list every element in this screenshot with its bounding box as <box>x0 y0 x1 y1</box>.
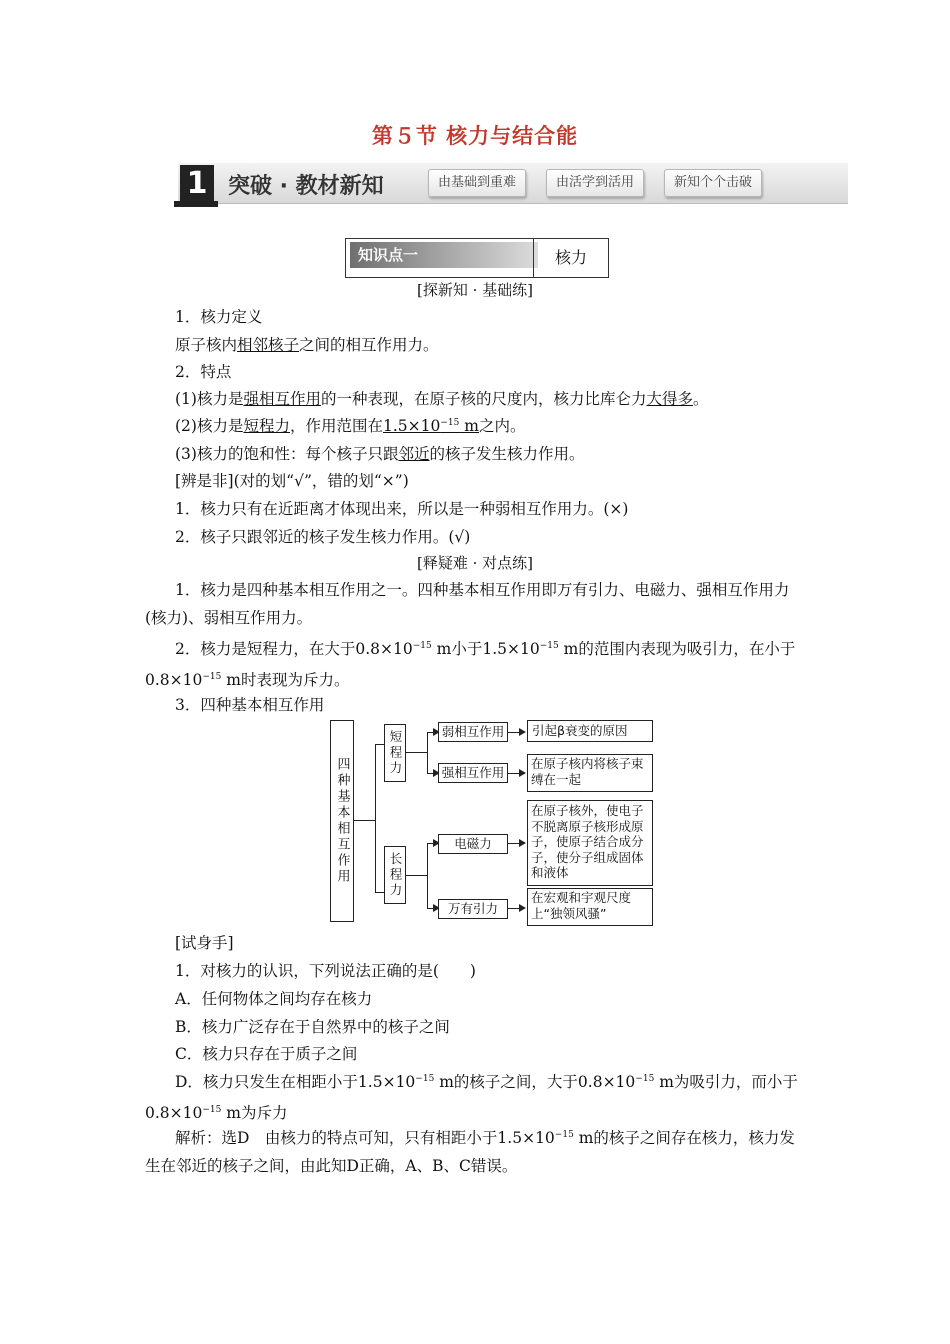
diagram-strong: 强相互作用 <box>438 763 508 783</box>
knowledge-point-label: 知识点一 <box>350 242 538 268</box>
section-number-badge: 1 <box>180 165 214 203</box>
option-a: A．任何物体之间均存在核力 <box>175 990 373 1008</box>
section-header-explain: [释疑难 · 对点练] <box>416 554 533 572</box>
explain-paragraph-2: 2．核力是短程力，在大于$0.8\times 10^{-15}$ m小于$1.5\times 10^{-15}$ m的范围内表现为吸引力，在小于$0.8\times 10^{-15}$ m时表现为斥力。 <box>145 640 796 690</box>
diagram-weak-desc: 引起β衰变的原因 <box>527 720 653 742</box>
knowledge-point-topic: 核力 <box>554 248 587 267</box>
option-d: D．核力只发生在相距小于$1.5\times 10^{-15}$ m的核子之间，大于$0.8\times 10^{-15}$ m为吸引力，而小于$0.8\times 10^{-15}$ m为斥力 <box>145 1073 798 1123</box>
diagram-long-range: 长程力 <box>384 846 406 904</box>
banner-title: 突破 · 教材新知 <box>228 174 384 199</box>
definition-text: 原子核内相邻核子之间的相互作用力。 <box>175 336 439 354</box>
learn-to-apply-button[interactable]: 由活学到活用 <box>546 169 644 197</box>
definition-heading: 1．核力定义 <box>175 308 263 326</box>
feature-1: (1)核力是强相互作用的一种表现，在原子核的尺度内，核力比库仑力大得多。 <box>175 390 709 408</box>
feature-3: (3)核力的饱和性：每个核子只跟邻近的核子发生核力作用。 <box>175 445 585 463</box>
break-through-button[interactable]: 新知个个击破 <box>664 169 762 197</box>
explain-paragraph-3: 3．四种基本相互作用 <box>175 696 325 714</box>
question-1: 1．对核力的认识，下列说法正确的是( ) <box>175 962 476 980</box>
judgement-2: 2．核子只跟邻近的核子发生核力作用。(√) <box>175 528 471 546</box>
features-heading: 2．特点 <box>175 363 232 381</box>
answer-explanation: 解析：选D 由核力的特点可知，只有相距小于$1.5\times 10^{-15}$ m的核子之间存在核力，核力发生在邻近的核子之间，由此知D正确，A、B、C错误。 <box>145 1129 795 1176</box>
feature-2: (2)核力是短程力，作用范围在$1.5\times 10^{-15}$ m之内。 <box>175 417 526 435</box>
true-false-heading: [辨是非](对的划“√”，错的划“×”) <box>175 472 409 490</box>
diagram-root: 四种基本相互作用 <box>330 720 354 922</box>
diagram-em: 电磁力 <box>438 834 508 854</box>
diagram-strong-desc: 在原子核内将核子束缚在一起 <box>527 754 653 792</box>
basic-to-hard-button[interactable]: 由基础到重难 <box>428 169 526 197</box>
try-heading: [试身手] <box>175 934 234 952</box>
section-banner <box>178 163 848 204</box>
page-title: 第５节 核力与结合能 <box>371 124 579 148</box>
judgement-1: 1．核力只有在近距离才体现出来，所以是一种弱相互作用力。(×) <box>175 500 629 518</box>
interaction-diagram <box>330 720 660 925</box>
diagram-short-range: 短程力 <box>384 724 406 782</box>
explain-paragraph-1: 1．核力是四种基本相互作用之一。四种基本相互作用即万有引力、电磁力、强相互作用力(核力)、弱相互作用力。 <box>145 581 790 627</box>
diagram-em-desc: 在原子核外，使电子不脱离原子核形成原子，使原子结合成分子，使分子组成固体和液体 <box>527 800 653 886</box>
section-header-explore: [探新知 · 基础练] <box>416 281 533 299</box>
diagram-gravity: 万有引力 <box>438 899 508 919</box>
knowledge-point-box <box>345 238 609 278</box>
option-c: C．核力只存在于质子之间 <box>175 1045 358 1063</box>
diagram-gravity-desc: 在宏观和宇观尺度上“独领风骚” <box>527 888 653 926</box>
diagram-weak: 弱相互作用 <box>438 722 508 742</box>
option-b: B．核力广泛存在于自然界中的核子之间 <box>175 1018 450 1036</box>
